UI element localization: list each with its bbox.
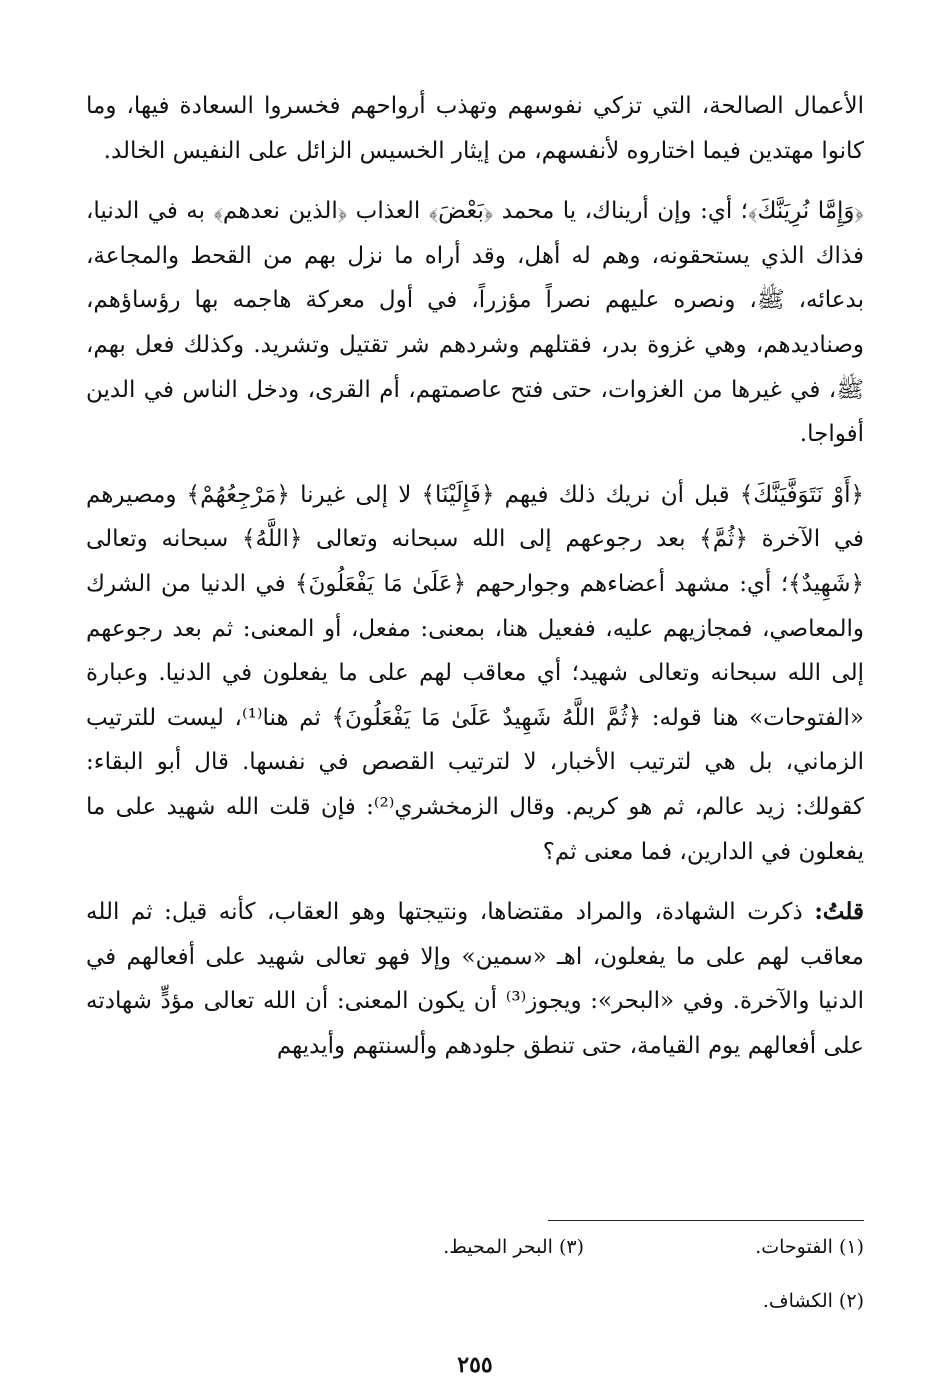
footnote-2: (٢) الكشاف.: [762, 1290, 864, 1312]
paragraph-1-text: الأعمال الصالحة، التي تزكي نفوسهم وتهذب أرواحهم فخسروا السعادة فيها، وما كانوا مهتدين فيما اختاروه لأنفسهم، من إيثار الخسيس الزائل على النفيس الخالد.: [86, 93, 864, 164]
footnote-3: (٣) البحر المحيط.: [443, 1236, 584, 1258]
page-number: ٢٥٥: [457, 1352, 493, 1378]
footnote-row-1: [86, 1235, 864, 1260]
document-page: [86, 84, 864, 1378]
paragraph-1: [86, 84, 864, 173]
paragraph-2-text: ﴿وَإِمَّا نُرِيَنَّكَ﴾؛ أي: وإن أريناك، يا محمد ﴿بَعْضَ﴾ العذاب ﴿الذين نعدهم﴾ به في الدنيا، فذاك الذي يستحقونه، وهم له أهل، وقد أراه ما نزل بهم من القحط والمجاعة، بدعائه، ﷺ، ونصره عليهم نصراً مؤزراً، في أول معركة هاجمه بها رؤساؤهم، وصناديدهم، وهي غزوة بدر، فقتلهم وشردهم شر تقتيل وتشريد. وكذلك فعل بهم، ﷺ، في غيرها من الغزوات، حتى فتح عاصمتهم، أم القرى، ودخل الناس في الدين أفواجا.: [86, 198, 864, 448]
paragraph-4-lead: قلتُ:: [814, 898, 864, 926]
footnote-1: (١) الفتوحات.: [755, 1236, 864, 1258]
paragraph-4-text: ذكرت الشهادة، والمراد مقتضاها، ونتيجتها وهو العقاب، كأنه قيل: ثم الله معاقب لهم على ما يفعلون، اهـ «سمين» وإلا فهو تعالى شهيد على أفعالهم في الدنيا والآخرة. وفي «البحر»: ويجوز⁽³⁾ أن يكون المعنى: أن الله تعالى مؤدٍّ شهادته على أفعالهم يوم القيامة، حتى تنطق جلودهم وألسنتهم وأيديهم: [86, 899, 864, 1059]
paragraph-3-text: ﴿أَوْ نَتَوَفَّيَنَّكَ﴾ قبل أن نريك ذلك فيهم ﴿فَإِلَيْنَا﴾ لا إلى غيرنا ﴿مَرْجِعُهُمْ﴾ ومصيرهم في الآخرة ﴿ثُمَّ﴾ بعد رجوعهم إلى الله سبحانه وتعالى ﴿اللَّهُ﴾ سبحانه وتعالى ﴿شَهِيدٌ﴾؛ أي: مشهد أعضاءهم وجوارحهم ﴿عَلَىٰ مَا يَفْعَلُونَ﴾ في الدنيا من الشرك والمعاصي، فمجازيهم عليه، ففعيل هنا، بمعنى: مفعل، أو المعنى: ثم بعد رجوعهم إلى الله سبحانه وتعالى شهيد؛ أي معاقب لهم على ما يفعلون في الدنيا. وعبارة «الفتوحات» هنا قوله: ﴿ثُمَّ اللَّهُ شَهِيدٌ عَلَىٰ مَا يَفْعَلُونَ﴾ ثم هنا⁽¹⁾، ليست للترتيب الزماني، بل هي لترتيب الأخبار، لا لترتيب القصص في نفسها. قال أبو البقاء: كقولك: زيد عالم، ثم هو كريم. وقال الزمخشري⁽²⁾: فإن قلت الله شهيد على ما يفعلون في الدارين، فما معنى ثم؟: [86, 481, 864, 865]
paragraph-4: [86, 890, 864, 1068]
footnote-row-2: [86, 1289, 864, 1314]
paragraph-3: [86, 473, 864, 874]
paragraph-2: [86, 189, 864, 457]
footnote-divider: [548, 1220, 864, 1221]
footnotes: [86, 1235, 864, 1343]
